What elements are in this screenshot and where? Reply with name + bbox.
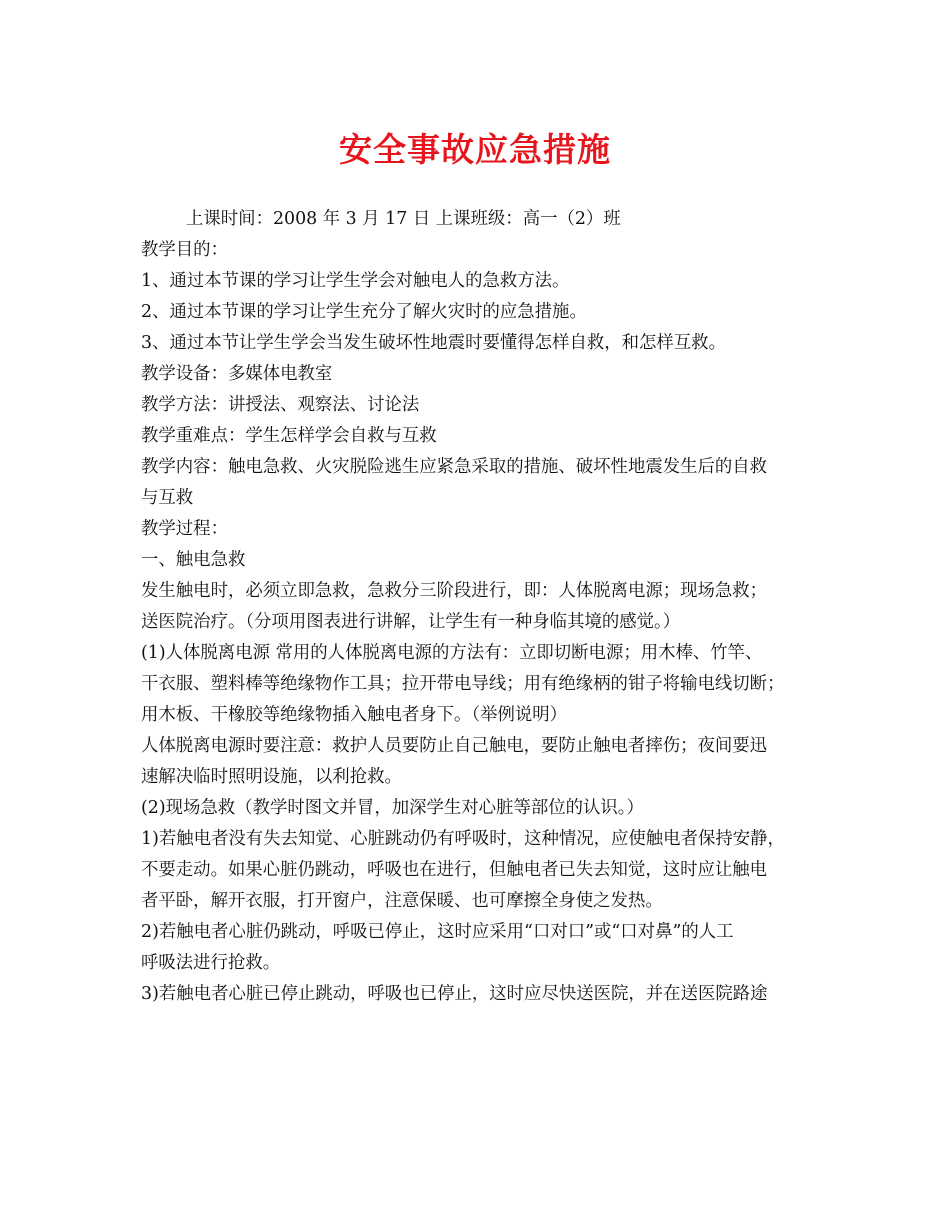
paragraph-line: 1)若触电者没有失去知觉、心脏跳动仍有呼吸时，这种情况，应使触电者保持安静，	[141, 829, 785, 849]
paragraph-line: 送医院治疗。（分项用图表进行讲解，让学生有一种身临其境的感觉。）	[141, 612, 681, 632]
paragraph-line: 不要走动。如果心脏仍跳动，呼吸也在进行，但触电者已失去知觉，这时应让触电	[141, 860, 768, 880]
paragraph-line: 教学设备：多媒体电教室	[141, 364, 333, 384]
paragraph-line: 教学方法：讲授法、观察法、讨论法	[141, 395, 420, 415]
paragraph-line: 者平卧，解开衣服，打开窗户，注意保暖、也可摩擦全身使之发热。	[141, 891, 663, 911]
document-body	[141, 204, 831, 1010]
paragraph-line: 与互救	[141, 488, 194, 508]
paragraph-line: 2、通过本节课的学习让学生充分了解火灾时的应急措施。	[141, 302, 587, 322]
document-title: 安全事故应急措施	[339, 130, 611, 169]
paragraph-line: 3)若触电者心脏已停止跳动，呼吸也已停止，这时应尽快送医院，并在送医院路途	[141, 984, 768, 1004]
section-heading: 一、触电急救	[141, 550, 246, 570]
paragraph-line: 教学过程：	[141, 519, 228, 539]
paragraph-line: (1)人体脱离电源 常用的人体脱离电源的方法有：立即切断电源；用木棒、竹竿、	[141, 643, 763, 663]
paragraph-line: 1、通过本节课的学习让学生学会对触电人的急救方法。	[141, 271, 570, 291]
paragraph-line: 发生触电时，必须立即急救，急救分三阶段进行，即：人体脱离电源；现场急救；	[141, 581, 768, 601]
paragraph-line: 速解决临时照明设施，以利抢救。	[141, 767, 402, 787]
paragraph-line: 呼吸法进行抢救。	[141, 953, 281, 973]
paragraph-line: 3、通过本节让学生学会当发生破坏性地震时要懂得怎样自救，和怎样互救。	[141, 333, 726, 353]
paragraph-line: 教学重难点：学生怎样学会自救与互救	[141, 426, 437, 446]
paragraph-line: 教学目的：	[141, 240, 228, 260]
paragraph-line: (2)现场急救（教学时图文并冒，加深学生对心脏等部位的认识。）	[141, 798, 644, 818]
paragraph-line: 干衣服、塑料棒等绝缘物作工具；拉开带电导线；用有绝缘柄的钳子将输电线切断；	[141, 674, 785, 694]
class-info-line: 上课时间：2008 年 3 月 17 日 上课班级：高一（2）班	[186, 209, 621, 229]
paragraph-line: 人体脱离电源时要注意：救护人员要防止自己触电，要防止触电者摔伤；夜间要迅	[141, 736, 768, 756]
paragraph-line: 用木板、干橡胶等绝缘物插入触电者身下。（举例说明）	[141, 705, 568, 725]
paragraph-line: 教学内容：触电急救、火灾脱险逃生应紧急采取的措施、破坏性地震发生后的自救	[141, 457, 768, 477]
paragraph-line: 2)若触电者心脏仍跳动，呼吸已停止，这时应采用“口对口”或“口对鼻”的人工	[141, 922, 734, 942]
